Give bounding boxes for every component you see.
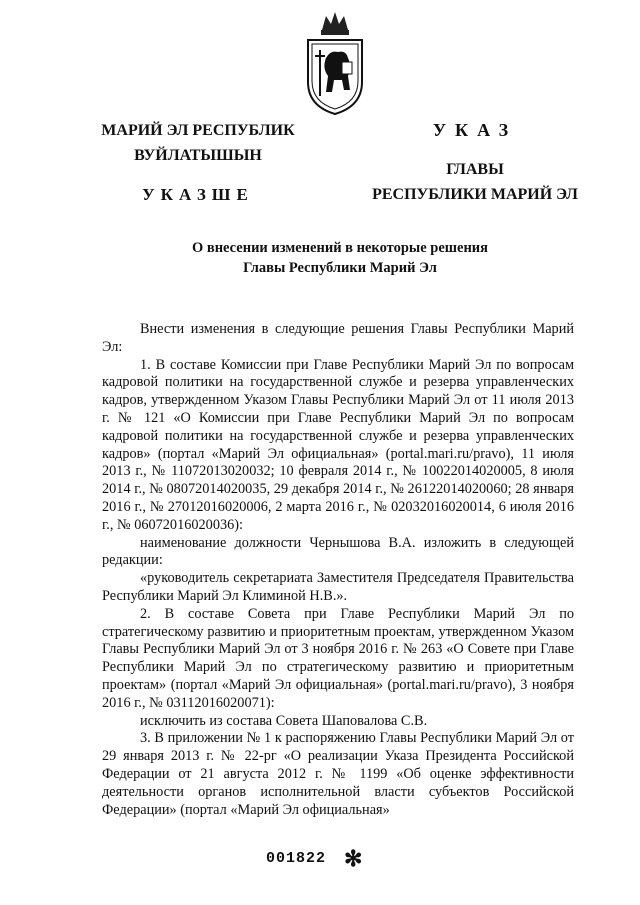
serial-mark: ✻: [344, 846, 363, 871]
header-right-line2: ГЛАВЫ: [446, 161, 504, 178]
paragraph-item-1-wording: «руководитель секретариата Заместителя Председателя Правительства Республики Марий Эл Климиной Н.В.».: [102, 570, 574, 604]
header-left: [88, 118, 308, 207]
paragraph-item-2-change: исключить из состава Совета Шаповалова С.В.: [140, 712, 428, 729]
header-left-line1: МАРИЙ ЭЛ РЕСПУБЛИК: [101, 122, 295, 139]
paragraph-item-2: 2. В составе Совета при Главе Республики Марий Эл по стратегическому развитию и приоритетным проектам, утвержденном Указом Главы Республики Марий Эл от 3 ноября 2016 г. № 263 «О Совете при Главе Республики Марий Эл по стратегическому развитию и приоритетным проектам» (портал «Марий Эл официальная» (portal.mari.ru/pravo), 3 ноября 2016 г., № 03112016020071):: [102, 605, 574, 711]
title-line2: Главы Республики Марий Эл: [243, 260, 437, 276]
paragraph-intro: Внести изменения в следующие решения Главы Республики Марий Эл:: [102, 321, 574, 355]
header-left-line2: ВУЙЛАТЫШЫН: [134, 147, 262, 164]
header-right: [360, 118, 590, 207]
header-right-line1: УКАЗ: [432, 120, 518, 140]
header-left-line3: УКАЗШЕ: [142, 185, 254, 204]
paragraph-item-3: 3. В приложении № 1 к распоряжению Главы Республики Марий Эл от 29 января 2013 г. № 22-рг «О реализации Указа Президента Российской Федерации от 21 августа 2012 г. № 1199 «Об оценке эффективности деятельности органов исполнительной власти субъектов Российской Федерации» (портал «Марий Эл официальная»: [102, 730, 574, 818]
document-title: [100, 238, 580, 278]
title-line1: О внесении изменений в некоторые решения: [191, 240, 489, 256]
document-body: [102, 321, 574, 819]
header-right-line3: РЕСПУБЛИКИ МАРИЙ ЭЛ: [372, 186, 578, 203]
paragraph-item-1: 1. В составе Комиссии при Главе Республики Марий Эл по вопросам кадровой политики на государственной службе и резерва управленческих кадров, утвержденном Указом Главы Республики Марий Эл от 11 июля 2013 г. № 121 «О Комиссии при Главе Республики Марий Эл по вопросам кадровой политики на государственной службе и резерва управленческих кадров» (портал «Марий Эл официальная» (portal.mari.ru/pravo), 11 июля 2013 г., № 11072013020032; 10 февраля 2014 г., № 10022014020005, 8 июля 2014 г., № 08072014020035, 29 декабря 2014 г., № 26122014020060; 28 января 2016 г., № 27012016020006, 2 марта 2016 г., № 02032016020014, 6 июля 2016 г., № 06072016020036):: [102, 356, 574, 533]
coat-of-arms-icon: [296, 10, 374, 118]
serial-number: 001822: [266, 850, 327, 867]
paragraph-item-1-change: наименование должности Чернышова В.А. изложить в следующей редакции:: [102, 534, 574, 569]
